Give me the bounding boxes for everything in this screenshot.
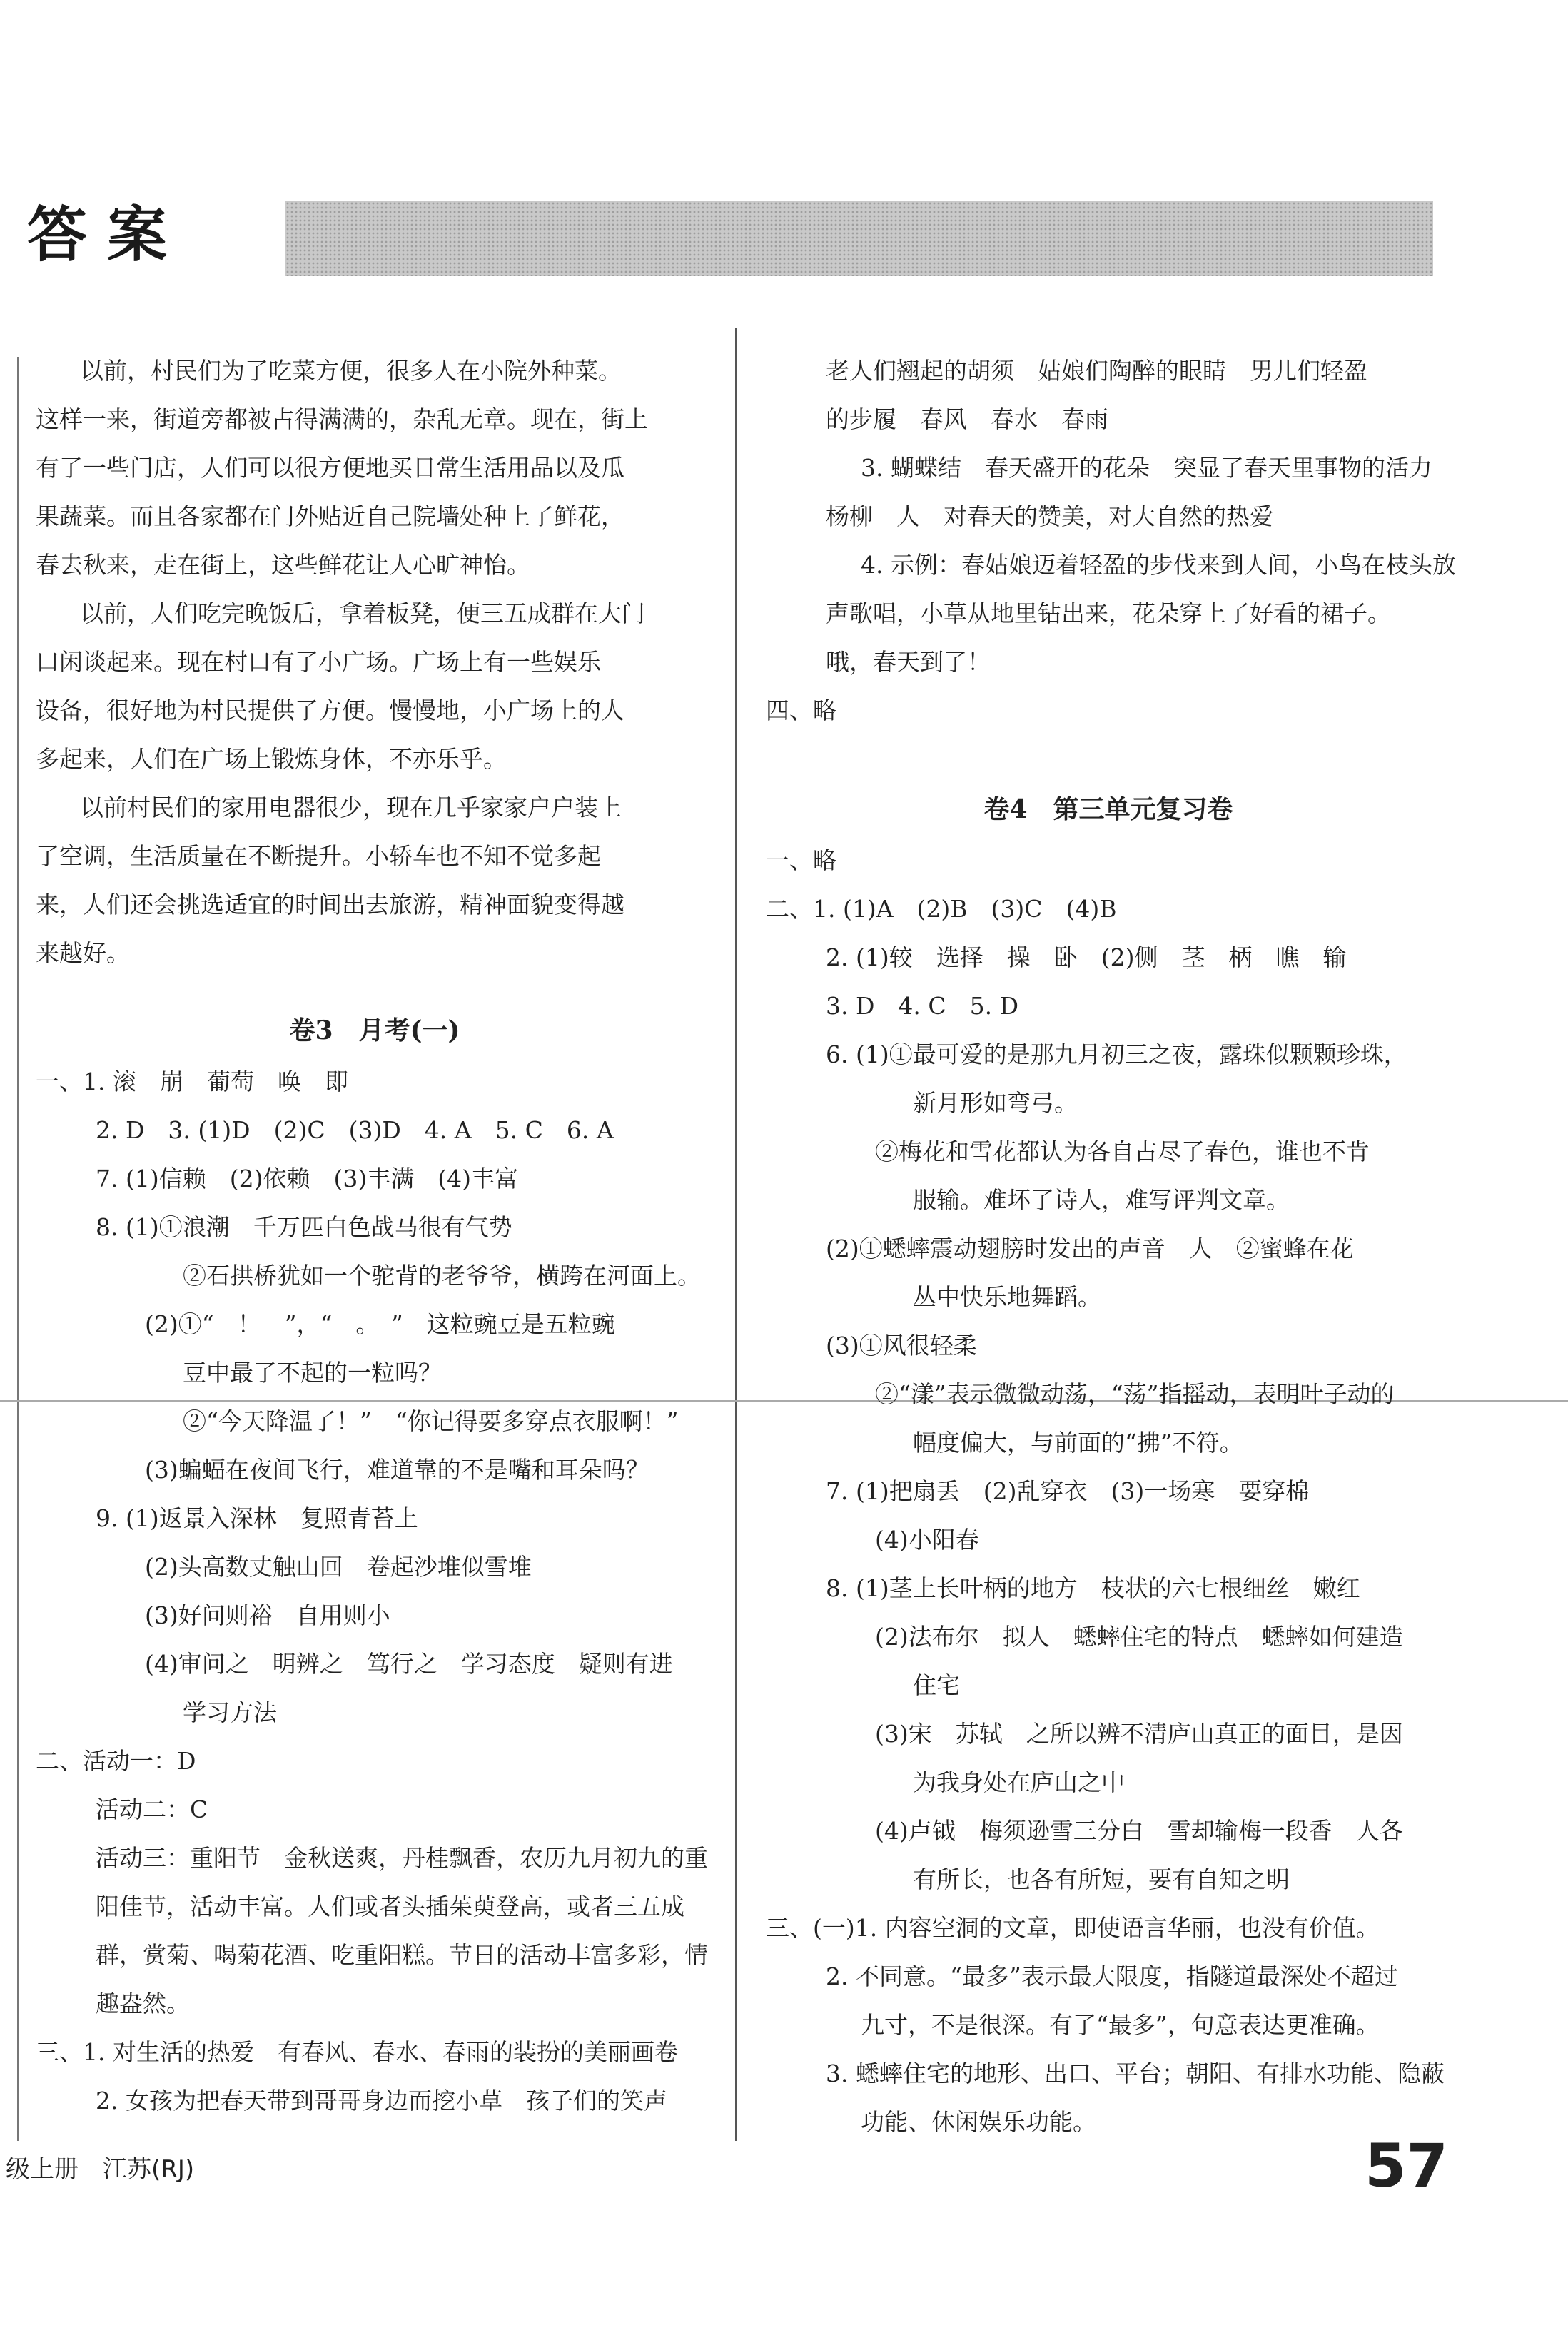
text-line: 果蔬菜。而且各家都在门外贴近自己院墙处种上了鲜花，	[36, 502, 624, 530]
answer-line: 声歌唱，小草从地里钻出来，花朵穿上了好看的裙子。	[826, 599, 1391, 627]
answer-line: 新月形如弯弓。	[913, 1089, 1078, 1117]
answer-line: (2)①蟋蟀震动翅膀时发出的声音 人 ②蜜蜂在花	[826, 1235, 1354, 1262]
answer-line: 2. 不同意。“最多”表示最大限度，指隧道最深处不超过	[826, 1962, 1398, 1990]
answer-line: 8. (1)①浪潮 千万匹白色战马很有气势	[96, 1213, 512, 1241]
answer-line: 6. (1)①最可爱的是那九月初三之夜，露珠似颗颗珍珠，	[826, 1040, 1407, 1068]
left-column	[36, 347, 714, 2125]
answer-line: (3)宋 苏轼 之所以辨不清庐山真正的面目，是因	[875, 1720, 1403, 1748]
answer-line: 住宅	[913, 1671, 960, 1699]
text-line: 以前村民们的家用电器很少，现在几乎家家户户装上	[80, 794, 622, 821]
answer-line: 3. 蟋蟀住宅的地形、出口、平台；朝阳、有排水功能、隐蔽	[826, 2060, 1445, 2087]
answer-line: 7. (1)把扇丢 (2)乱穿衣 (3)一场寒 要穿棉	[826, 1477, 1310, 1505]
answer-line: 四、略	[766, 697, 836, 724]
text-line: 有了一些门店，人们可以很方便地买日常生活用品以及瓜	[36, 454, 624, 482]
answer-line: 8. (1)茎上长叶柄的地方 枝状的六七根细丝 嫩红	[826, 1574, 1360, 1602]
edition-label: 级上册 江苏(RJ)	[6, 2155, 195, 2184]
answer-line: 三、1. 对生活的热爱 有春风、春水、春雨的装扮的美丽画卷	[36, 2038, 678, 2066]
answer-line: 杨柳 人 对春天的赞美，对大自然的热爱	[826, 502, 1273, 530]
left-margin-rule	[17, 357, 19, 2141]
answer-line: (4)审问之 明辨之 笃行之 学习态度 疑则有进	[145, 1650, 673, 1678]
text-line: 口闲谈起来。现在村口有了小广场。广场上有一些娱乐	[36, 648, 601, 676]
text-line: 设备，很好地为村民提供了方便。慢慢地，小广场上的人	[36, 697, 624, 724]
answer-line: 2. (1)较 选择 操 卧 (2)侧 茎 柄 瞧 输	[826, 943, 1347, 971]
answer-line: 9. (1)返景入深林 复照青苔上	[96, 1504, 418, 1532]
text-line: 多起来，人们在广场上锻炼身体，不亦乐乎。	[36, 745, 507, 773]
right-column	[766, 347, 1456, 2147]
answer-line: (4)卢钺 梅须逊雪三分白 雪却输梅一段香 人各	[875, 1817, 1403, 1845]
text-line: 以前，村民们为了吃菜方便，很多人在小院外种菜。	[80, 357, 622, 385]
text-line: 以前，人们吃完晚饭后，拿着板凳，便三五成群在大门	[80, 599, 645, 627]
header-band	[285, 201, 1433, 276]
answer-line: 三、(一)1. 内容空洞的文章，即使语言华丽，也没有价值。	[766, 1914, 1380, 1942]
answer-line: ②“今天降温了！” “你记得要多穿点衣服啊！”	[183, 1407, 679, 1435]
answer-line: ②石拱桥犹如一个驼背的老爷爷，横跨在河面上。	[183, 1262, 701, 1290]
answer-line: 二、活动一：D	[36, 1747, 196, 1775]
text-line: 来越好。	[36, 939, 130, 967]
page-number: 57	[1365, 2131, 1448, 2201]
answer-line: 趣盎然。	[96, 1990, 190, 2017]
answer-line: 2. 女孩为把春天带到哥哥身边而挖小草 孩子们的笑声	[96, 2087, 667, 2114]
answer-line: ②梅花和雪花都认为各自占尽了春色，谁也不肯	[875, 1138, 1370, 1165]
answer-line: 二、1. (1)A (2)B (3)C (4)B	[766, 895, 1117, 923]
text-line: 了空调，生活质量在不断提升。小轿车也不知不觉多起	[36, 842, 601, 870]
answer-line: (2)头高数丈触山回 卷起沙堆似雪堆	[145, 1553, 532, 1581]
answer-line: (3)好问则裕 自用则小	[145, 1601, 390, 1629]
answer-line: 的步履 春风 春水 春雨	[826, 405, 1108, 433]
answer-line: 哦，春天到了！	[826, 648, 991, 676]
text-line: 这样一来，街道旁都被占得满满的，杂乱无章。现在，街上	[36, 405, 648, 433]
answer-line: (2)法布尔 拟人 蟋蟀住宅的特点 蟋蟀如何建造	[875, 1623, 1403, 1651]
text-line: 来，人们还会挑选适宜的时间出去旅游，精神面貌变得越	[36, 891, 624, 918]
answer-line: 7. (1)信赖 (2)依赖 (3)丰满 (4)丰富	[96, 1165, 518, 1192]
answer-line: 服输。难坏了诗人，难写评判文章。	[913, 1186, 1290, 1214]
answer-line: 2. D 3. (1)D (2)C (3)D 4. A 5. C 6. A	[96, 1116, 614, 1144]
answer-line: 功能、休闲娱乐功能。	[861, 2108, 1096, 2136]
header-title: 答案	[27, 200, 188, 270]
answer-line: 豆中最了不起的一粒吗？	[183, 1359, 442, 1387]
answer-line: 九寸，不是很深。有了“最多”，句意表达更准确。	[861, 2011, 1380, 2039]
answer-line: 幅度偏大，与前面的“拂”不符。	[913, 1429, 1243, 1457]
answer-line: 为我身处在庐山之中	[913, 1768, 1125, 1796]
answer-line: 阳佳节，活动丰富。人们或者头插茱萸登高，或者三五成	[96, 1893, 684, 1920]
answer-line: 3. D 4. C 5. D	[826, 992, 1019, 1020]
answer-line: (2)①“ ！ ”，“ 。 ” 这粒豌豆是五粒豌	[145, 1310, 615, 1338]
answer-line: 一、1. 滚 崩 葡萄 唤 即	[36, 1068, 348, 1095]
column-divider	[735, 328, 737, 2141]
answer-line: 活动三：重阳节 金秋送爽，丹桂飘香，农历九月初九的重	[96, 1844, 708, 1872]
answer-line: (4)小阳春	[875, 1526, 979, 1554]
answer-line: 活动二：C	[96, 1796, 208, 1823]
answer-line: (3)①风很轻柔	[826, 1332, 977, 1359]
answer-line: (3)蝙蝠在夜间飞行，难道靠的不是嘴和耳朵吗？	[145, 1456, 649, 1484]
answer-line: 有所长，也各有所短，要有自知之明	[913, 1865, 1290, 1893]
answer-line: 一、略	[766, 846, 836, 874]
answer-line: ②“漾”表示微微动荡，“荡”指摇动，表明叶子动的	[875, 1380, 1395, 1408]
answer-line: 丛中快乐地舞蹈。	[913, 1283, 1101, 1311]
answer-line: 3. 蝴蝶结 春天盛开的花朵 突显了春天里事物的活力	[861, 454, 1432, 482]
answer-line: 4. 示例：春姑娘迈着轻盈的步伐来到人间，小鸟在枝头放	[861, 551, 1456, 579]
text-line: 春去秋来，走在街上，这些鲜花让人心旷神怡。	[36, 551, 530, 579]
answer-line: 老人们翘起的胡须 姑娘们陶醉的眼睛 男儿们轻盈	[826, 357, 1367, 385]
answer-line: 学习方法	[183, 1698, 277, 1726]
answer-line: 群，赏菊、喝菊花酒、吃重阳糕。节日的活动丰富多彩，情	[96, 1941, 708, 1969]
section-title: 卷4 第三单元复习卷	[983, 794, 1233, 824]
section-title: 卷3 月考(一)	[289, 1016, 460, 1045]
